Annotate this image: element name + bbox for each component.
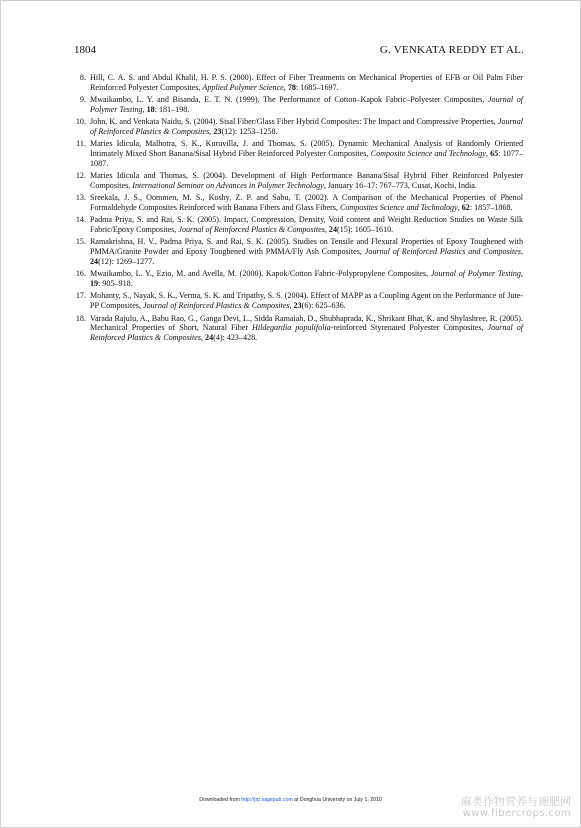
reference-segment: Varada Rajulu, A., Babu Rao, G., Ganga Devi, L., Sidda Ramaiah, D., Shubhaprada, K., Shrikant Bhat, K. and Shylashree, R. (2005). Mechanical Properties of Short, Natural Fiber [90,313,523,333]
reference-number: 12. [75,171,86,181]
volume-number: 19 [90,279,99,289]
reference-segment: : 1077–1087. [90,149,523,168]
reference-text [90,171,523,191]
reference-number: 8. [79,73,86,82]
reference-segment: : 905–918. [98,279,133,289]
reference-text [90,117,523,137]
reference-item-11 [74,139,523,168]
reference-segment: Mwaikambo, L. Y., Ezio, M. and Avella, M. (2000). Kapok/Cotton Fabric-Polypropylene Composites, [90,269,431,279]
reference-item-12 [74,171,523,191]
reference-text [90,269,523,289]
reference-segment: Mwaikambo, L. Y. and Bisanda, E. T. N. (1999). The Performance of Cotton–Kapok Fabric–Polyester Composites, [90,95,488,105]
reference-segment: Hill, C. A. S. and Abdul Khalil, H. P. S. (2000). Effect of Fiber Treatments on Mechanical Properties of EFB or Oil Palm Fiber Reinforced Polyester Composites, [90,73,523,92]
journal-title: Composite Science and Technology [370,149,486,159]
reference-segment: : 1857–1868. [469,203,513,213]
reference-segment: (12): 1269–1277. [98,257,155,267]
watermark-url: www.fibercrops.com [462,808,571,819]
reference-item-15 [74,237,523,266]
volume-number: 24 [205,333,214,343]
volume-number: 65 [490,149,499,159]
reference-segment: , [209,126,214,136]
reference-text [90,95,523,115]
volume-number: 24 [90,257,99,267]
reference-segment: (12): 1253–1258. [221,126,278,136]
reference-segment: , [485,149,491,159]
footer-suffix: at Donghua University on July 1, 2010 [292,797,382,803]
reference-number: 16. [75,269,86,279]
reference-segment: , [283,82,288,92]
reference-segment: : 181–198. [154,104,190,114]
reference-text [90,314,523,343]
reference-segment: (4): 423–428. [213,333,258,343]
page-header [74,44,524,60]
journal-title: Journal of Polymer Testing [90,95,523,114]
reference-text [90,237,523,266]
watermark-site-name: 麻类作物营养与施肥网 [461,795,571,808]
volume-number: 23 [213,126,222,136]
reference-segment: -reinforced Styrenated Polyester Composites, [330,323,488,333]
reference-text [90,291,523,311]
volume-number: 78 [287,82,296,92]
volume-number: 23 [293,301,302,311]
journal-title: Journal of Reinforced Plastics & Composites [178,225,325,235]
reference-number: 10. [75,117,86,127]
page-number: 1804 [74,44,96,56]
journal-title: Journal of Polymer Testing [430,269,521,279]
reference-segment: , [457,203,462,213]
reference-number: 17. [75,291,86,301]
reference-number: 11. [76,139,86,149]
reference-item-17 [74,291,523,311]
reference-segment: (15): 1605–1610. [337,225,394,235]
reference-segment: John, K. and Venkata Naidu, S. (2004). Sisal Fiber/Glass Fiber Hybrid Composites: The Impact and Compressive Properties, [90,117,498,127]
footer-prefix: Downloaded from [199,797,242,803]
species-name: Hildegardia populifolia [252,323,331,333]
reference-item-10 [74,117,523,137]
reference-segment: , [520,269,523,279]
reference-segment: : 1685–1697. [295,82,339,92]
conference-title: International Seminar on Advances in Polymer Technology [132,180,324,190]
journal-title: Journal of Reinforced Plastics & Composites [143,301,290,311]
reference-segment: , [289,301,294,311]
reference-item-18 [74,314,523,343]
reference-segment: , [200,333,206,343]
journal-title: Applied Polymer Science [202,82,284,92]
volume-number: 18 [146,104,155,114]
volume-number: 62 [461,203,470,213]
reference-segment: Maries Idicula, Malhotra, S. K., Kuruvilla, J. and Thomas, S. (2005). Dynamic Mechanical Analysis of Randomly Oriented Intimately Mixed Short Banana/Sisal Hybrid Fiber Reinforced Polyester Composites, [90,139,523,159]
reference-segment: , [142,104,147,114]
reference-text [90,215,523,235]
running-head: G. VENKATA REDDY ET AL. [379,44,524,56]
reference-segment: Padma Priya, S. and Rai, S. K. (2005). Impact, Compression, Density, Void content and Weight Reduction Studies on Waste Silk Fabric/Epoxy Composites, [90,215,523,235]
reference-segment: , January 16–17: 767–773, Cusat, Kochi, India. [323,180,477,190]
watermark [441,796,571,820]
volume-number: 24 [328,225,337,235]
reference-number: 18. [75,313,86,323]
reference-text [90,193,523,213]
reference-segment: , [324,225,329,235]
reference-list [74,73,523,345]
reference-number: 15. [75,237,86,247]
journal-title: Journal of Reinforced Plastics and Composites [364,247,521,257]
journal-title: Journal of Reinforced Plastics & Composites [90,323,523,343]
reference-segment: Mohanty, S., Nayak, S. K., Verma, S. K. and Tripathy, S. S. (2004). Effect of MAPP as a Coupling Agent on the Performance of Jute-PP Composites, [90,291,523,311]
reference-number: 13. [75,193,86,203]
reference-item-16 [74,269,523,289]
reference-number: 9. [79,95,86,105]
reference-segment: Sreekala, J. S., Oommen, M. S., Koshy, Z. P. and Sabu, T. (2002). A Comparison of the Mechanical Properties of Phenol Formaldehyde Composites Reinforced with Banana Fibers and Glass Fibers, [90,193,523,213]
reference-text [90,73,523,93]
reference-text [90,139,523,168]
reference-segment: , [520,247,523,257]
reference-item-13 [74,193,523,213]
reference-item-14 [74,215,523,235]
reference-segment: Maries Idicula and Thomas, S. (2004). Development of High Performance Banana/Sisal Hybrid Fiber Reinforced Polyester Composites, [90,171,523,190]
journal-title: Composites Science and Technology [339,203,458,213]
journal-title: Journal of Reinforced Plastics & Composites [90,117,523,136]
footer-link[interactable]: http://jrp.sagepub.com [241,797,293,803]
reference-item-9 [74,95,523,115]
reference-item-8 [74,73,523,93]
reference-segment: (6): 625–636. [301,301,346,311]
reference-number: 14. [75,215,86,225]
reference-segment: Ramakrishna, H. V., Padma Priya, S. and Rai, S. K. (2005). Studies on Tensile and Flexural Properties of Epoxy Toughened with PMMA/Granite Powder and Epoxy Toughened with PMMA/Fly Ash Composites, [90,237,523,257]
